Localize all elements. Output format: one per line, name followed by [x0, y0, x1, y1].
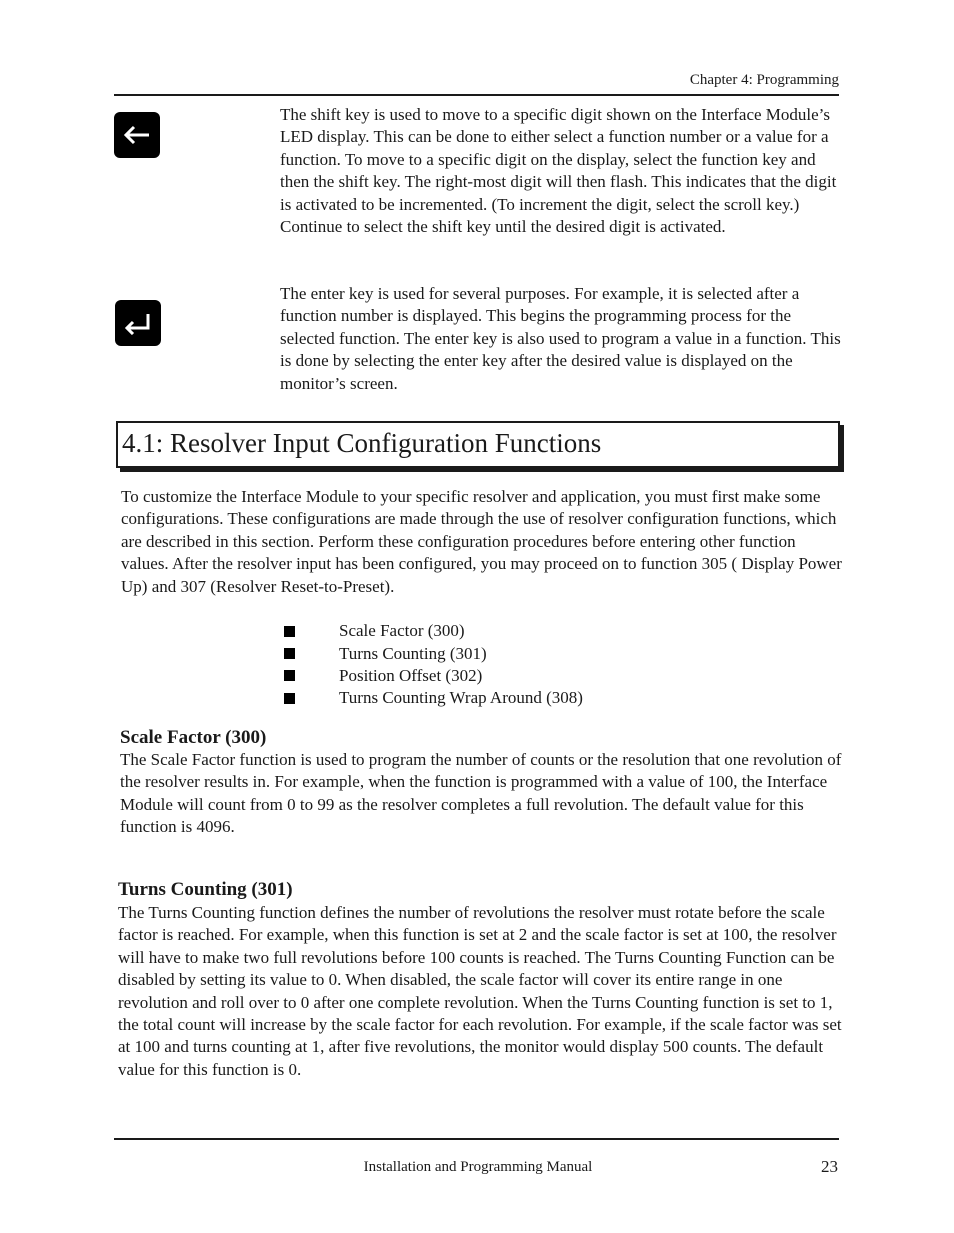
bullet-square-icon: [284, 648, 295, 659]
page-number: 23: [821, 1157, 838, 1176]
turns-counting-body: The Turns Counting function defines the number of revolutions the resolver must rotate before the scale factor is reached. For example, when this function is set at 2 and the scale factor is set at 100, the resolver will have to make two full revolutions before 100 counts is reached. The Turns Counting Function can be disabled by setting its value to 0. When disabled, the scale factor will cover its entire range in one revolution and roll over to 0 after one complete revolution. When the Turns Counting function is set to 1, the total count will increase by the scale factor for each revolution. For example, if the scale factor was set at 100 and turns counting at 1, after five revolutions, the monitor would display 500 counts. The default value for this function is 0.: [118, 903, 842, 1079]
scale-factor-body: The Scale Factor function is used to program the number of counts or the resolution that one revolution of the resolver results in. For example, when the function is programmed with a value of 100, the Interface Module will count from 0 to 99 as the resolver completes a full revolution. The default value for this function is 4096.: [120, 750, 842, 837]
list-item: Turns Counting (301): [284, 642, 704, 664]
bullet-square-icon: [284, 626, 295, 637]
shift-key-icon: [114, 112, 160, 158]
turns-counting-heading: Turns Counting (301): [118, 879, 293, 900]
section-heading-box: [116, 421, 840, 468]
footer-rule: [114, 1138, 839, 1140]
list-item: Turns Counting Wrap Around (308): [284, 687, 704, 709]
list-item: Position Offset (302): [284, 665, 704, 687]
left-arrow-icon: [122, 123, 152, 147]
bullet-square-icon: [284, 693, 295, 704]
chapter-header: Chapter 4: Programming: [689, 72, 839, 88]
list-item: Scale Factor (300): [284, 620, 704, 642]
function-list: [284, 620, 704, 710]
section-title: 4.1: Resolver Input Configuration Functions: [122, 428, 602, 458]
section-intro: To customize the Interface Module to your specific resolver and application, you must first make some configurations. These configurations are made through the use of resolver configuration functions, which are described in this section. Perform these configuration procedures before entering other function values. After the resolver input has been configured, you may proceed on to function 305 ( Display Power Up) and 307 (Resolver Reset-to-Preset).: [121, 487, 842, 596]
header-rule: [114, 94, 839, 96]
shift-key-description: The shift key is used to move to a specific digit shown on the Interface Module’s LED display. This can be done to either select a function number or a value for a function. To move to a specific digit on the display, select the function key and then the shift key. The right-most digit will then flash. This indicates that the digit is activated to be incremented. (To increment the digit, select the scroll key.) Continue to select the shift key until the desired digit is activated.: [280, 105, 837, 237]
enter-key-description: The enter key is used for several purposes. For example, it is selected after a function number is displayed. This begins the programming process for the selected function. The enter key is also used to program a value in a function. This is done by selecting the enter key after the desired value is displayed on the monitor’s screen.: [280, 284, 841, 393]
scale-factor-heading: Scale Factor (300): [120, 727, 267, 748]
enter-key-icon: [115, 300, 161, 346]
enter-return-icon: [123, 311, 153, 335]
footer-title: Installation and Programming Manual: [363, 1159, 593, 1175]
bullet-square-icon: [284, 670, 295, 681]
